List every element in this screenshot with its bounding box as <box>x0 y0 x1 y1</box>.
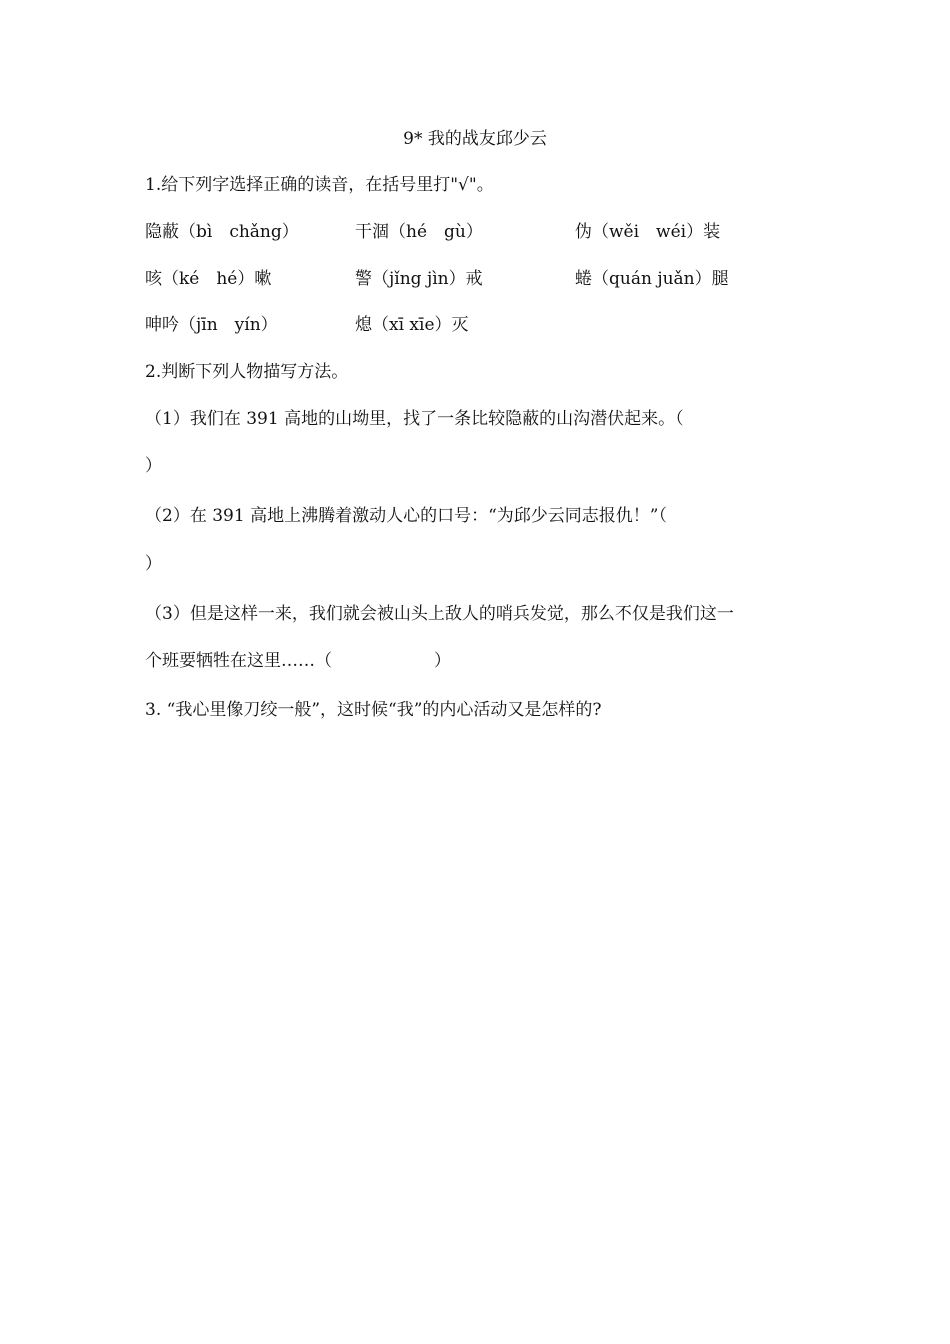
page-title: 9* 我的战友邱少云 <box>403 129 547 149</box>
pinyin-item: 熄（xī xīe）灭 <box>355 315 469 335</box>
pinyin-item: 警（jǐng jìn）戒 <box>355 269 483 289</box>
pinyin-item: 干涸（hé gù） <box>355 222 483 242</box>
question-2-item-1: （1）我们在 391 高地的山坳里，找了一条比较隐蔽的山沟潜伏起来。（ <box>145 409 684 429</box>
question-3: 3. “我心里像刀绞一般”，这时候“我”的内心活动又是怎样的? <box>145 700 602 720</box>
pinyin-item: 伪（wěi wéi）装 <box>575 222 721 242</box>
question-2-item-3: （3）但是这样一来，我们就会被山头上敌人的哨兵发觉，那么不仅是我们这一 <box>145 604 734 624</box>
answer-blank-close: ） <box>145 554 162 574</box>
question-2-item-2: （2）在 391 高地上沸腾着激动人心的口号：“为邱少云同志报仇！”（ <box>145 506 667 526</box>
pinyin-item: 呻吟（jīn yín） <box>145 315 278 335</box>
question-1-instruction: 1.给下列字选择正确的读音，在括号里打"√"。 <box>145 175 494 195</box>
question-2-item-3-cont: 个班要牺牲在这里……（ ） <box>145 651 451 671</box>
pinyin-item: 隐蔽（bì chǎng） <box>145 222 299 242</box>
question-2-instruction: 2.判断下列人物描写方法。 <box>145 362 349 382</box>
pinyin-item: 咳（ké hé）嗽 <box>145 269 272 289</box>
pinyin-item: 蜷（quán juǎn）腿 <box>575 269 729 289</box>
answer-blank-close: ） <box>145 456 162 476</box>
